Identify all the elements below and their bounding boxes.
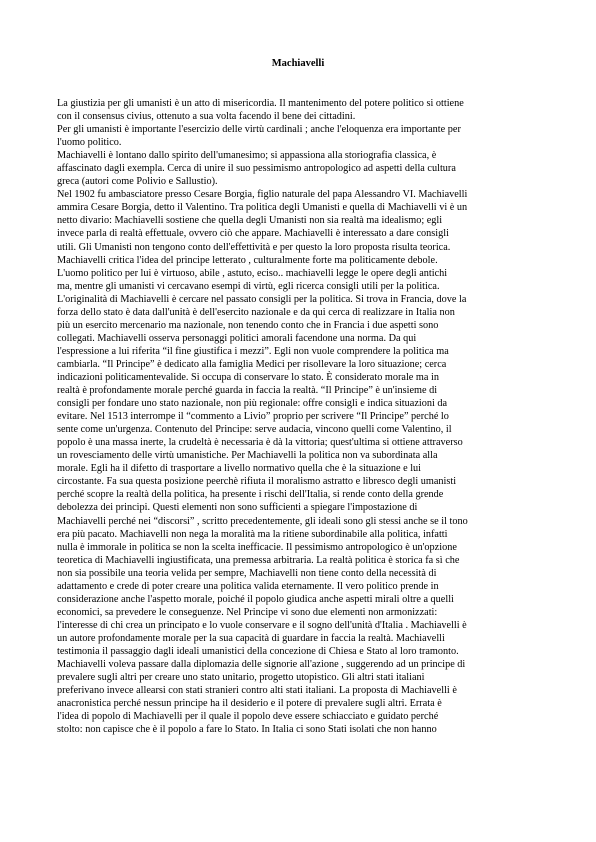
body-text-line: sente come un'urgenza. Contenuto del Principe: serve audacia, vincono quelli come Valentino, il xyxy=(57,424,452,436)
body-text-line: un rovesciamento delle virtù umanistiche. Per Machiavelli la politica non va subordinata alla xyxy=(57,450,438,462)
body-text-line: l'interesse di chi crea un principato e lo vuole conservare e il sogno dell'unità d'Italia . Machiavelli è xyxy=(57,619,467,631)
body-text-line: un autore profondamente morale per la sua capacità di guardare in faccia la realtà. Machiavelli xyxy=(57,632,445,644)
body-text-line: La giustizia per gli umanisti è un atto di misericordia. Il mantenimento del potere politico si ottiene xyxy=(57,98,464,109)
body-text-line: prevalere sugli altri per creare uno stato unitario, progetto utopistico. Gli altri stati italiani xyxy=(57,672,425,684)
body-text-line: netto divario: Machiavelli sostiene che quella degli Umanisti non sia realtà ma idealismo; egli xyxy=(57,215,443,227)
body-text-line: collegati. Machiavelli osserva personaggi politici amorali facendone una norma. Da qui xyxy=(57,332,417,344)
body-text-line: Machiavelli è lontano dallo spirito dell'umanesimo; si appassiona alla storiografia classica, è xyxy=(57,150,437,162)
body-text-line: morale. Egli ha il difetto di trasportare a livello normativo quella che è la situazione e lui xyxy=(57,463,422,475)
body-text-line: economici, sa prevedere le conseguenze. Nel Principe vi sono due elementi non armonizzati: xyxy=(57,606,438,618)
body-text-line: utili. Gli Umanisti non tengono conto dell'effettività e per questo la loro proposta risulta teorica. xyxy=(57,241,451,253)
document-title: Machiavelli xyxy=(271,58,325,69)
body-text-line: greca (autori come Polivio e Sallustio). xyxy=(57,176,218,188)
body-text-line: realtà è profondamente morale perché guarda in faccia la realtà. “Il Principe” è un'insieme di xyxy=(57,385,438,397)
body-text-line: più un esercito mercenario ma nazionale, non tenendo conto che in Francia i due aspetti sono xyxy=(57,319,439,331)
body-text-line: ma, mentre gli umanisti vi cercavano esempi di virtù, egli ricerca consigli utili per la politica. xyxy=(57,280,440,292)
body-text-line: stolto: non capisce che è il popolo a fare lo Stato. In Italia ci sono Stati isolati che non hanno xyxy=(57,724,437,736)
body-text-line: l'uomo politico. xyxy=(57,137,122,149)
body-text-line: testimonia il passaggio dagli ideali umanistici della concezione di Chiesa e Stato al loro tramonto. xyxy=(57,645,459,657)
body-text-line: l'espressione a lui riferita “il fine giustifica i mezzi”. Egli non vuole comprendere la politica ma xyxy=(57,345,449,357)
body-text-line: non sia possibile una teoria velida per sempre, Machiavelli non tiene conto della necessità di xyxy=(57,567,437,579)
body-text-line: l'idea di popolo di Machiavelli per il quale il popolo deve essere schiacciato e guidato perché xyxy=(57,711,439,723)
body-text-line: L'originalità di Machiavelli è cercare nel passato consigli per la politica. Si trova in Francia, dove la xyxy=(57,293,467,305)
body-text-line: evitare. Nel 1513 interrompe il “commento a Livio” proprio per scrivere “Il Principe” perché lo xyxy=(57,411,449,423)
body-text-line: L'uomo politico per lui è virtuoso, abile , astuto, eciso.. machiavelli legge le opere degli antichi xyxy=(57,267,448,279)
body-text-line: teoretica di Machiavelli ingiustificata, una premessa arbitraria. La realtà politica è storica fa sì che xyxy=(57,554,460,566)
body-text-line: popolo è una massa inerte, la crudeltà è necessaria è dà la vittoria; quest'ultima si ottiene attraverso xyxy=(57,437,463,449)
body-text-line: era più pacato. Machiavelli non nega la moralità ma la ritiene subordinabile alla politica, infatti xyxy=(57,528,448,540)
body-text-line: adattamento e crede di poter creare una politica valida eternamente. Il vero politico prende in xyxy=(57,580,439,592)
body-text-line: Per gli umanisti è importante l'esercizio delle virtù cardinali ; anche l'eloquenza era importante per xyxy=(57,124,461,136)
body-text-line: nulla è immorale in politica se non la scelta inefficacie. Il pessimismo antropologico è un'opzione xyxy=(57,541,457,553)
body-text-line: consigli per fondare uno stato nazionale, non più regionale: offre consigli e indica situazioni da xyxy=(57,398,448,410)
body-text-line: forza dello stato è data dall'unità è dell'esercito nazionale e da qui cerca di realizzare in Italia non xyxy=(57,306,455,318)
body-text-line: debolezza dei principi. Questi elementi non sono sufficienti a spiegare l'impostazione di xyxy=(57,502,418,514)
body-text-line: perché scopre la realtà della politica, ha presente i rischi dell'Italia, si rende conto della grende xyxy=(57,489,444,501)
body-text-line: ammira Cesare Borgia, detto il Valentino. Tra politica degli Umanisti e quella di Machiavelli vi è un xyxy=(57,202,468,214)
body-text-line: Nel 1902 fu ambasciatore presso Cesare Borgia, figlio naturale del papa Alessandro VI. Machiavelli xyxy=(57,189,468,201)
body-text-line: cambiarla. “Il Principe” è dedicato alla famiglia Medici per risollevare la loro situazione; cerca xyxy=(57,358,447,370)
body-text-line: Machiavelli critica l'idea del principe letterato , culturalmente forte ma politicamente debole. xyxy=(57,254,438,266)
document-body xyxy=(57,97,547,736)
body-text-line: invece parla di realtà effettuale, ovvero ciò che appare. Machiavelli è interessato a dare consigli xyxy=(57,228,449,240)
body-text-line: anacronistica perché nessun principe ha il desiderio e il potere di prevalere sugli altri. Errata è xyxy=(57,698,442,710)
body-text-line: considerazione anche l'aspetto morale, poiché il popolo giudica anche aspetti mirali oltre a quelli xyxy=(57,593,454,605)
body-text-line: Machiavelli perché nei “discorsi” , scritto precedentemente, gli ideali sono gli stessi anche se il tono xyxy=(57,515,468,527)
body-text-line: con il consensus civius, ottenuto a sua volta facendo il bene dei cittadini. xyxy=(57,111,356,123)
body-text-line: indicazioni politicamentevalide. Si occupa di conservare lo stato. È considerato morale ma in xyxy=(57,371,439,383)
body-text-line: Machiavelli voleva passare dalla diplomazia delle signorie all'azione , suggerendo ad un principe di xyxy=(57,659,466,671)
body-text-line: circostante. Fa sua questa posizione peerchè rifiuta il moralismo astratto e libresco degli umanisti xyxy=(57,476,457,488)
body-text-line: preferivano invece allearsi con stati stranieri contro alti stati italiani. La proposta di Machiavelli è xyxy=(57,685,457,697)
body-text-line: affascinato dagli exempla. Cerca di unire il suo pessimismo antropologico ad aspetti della cultura xyxy=(57,163,456,175)
